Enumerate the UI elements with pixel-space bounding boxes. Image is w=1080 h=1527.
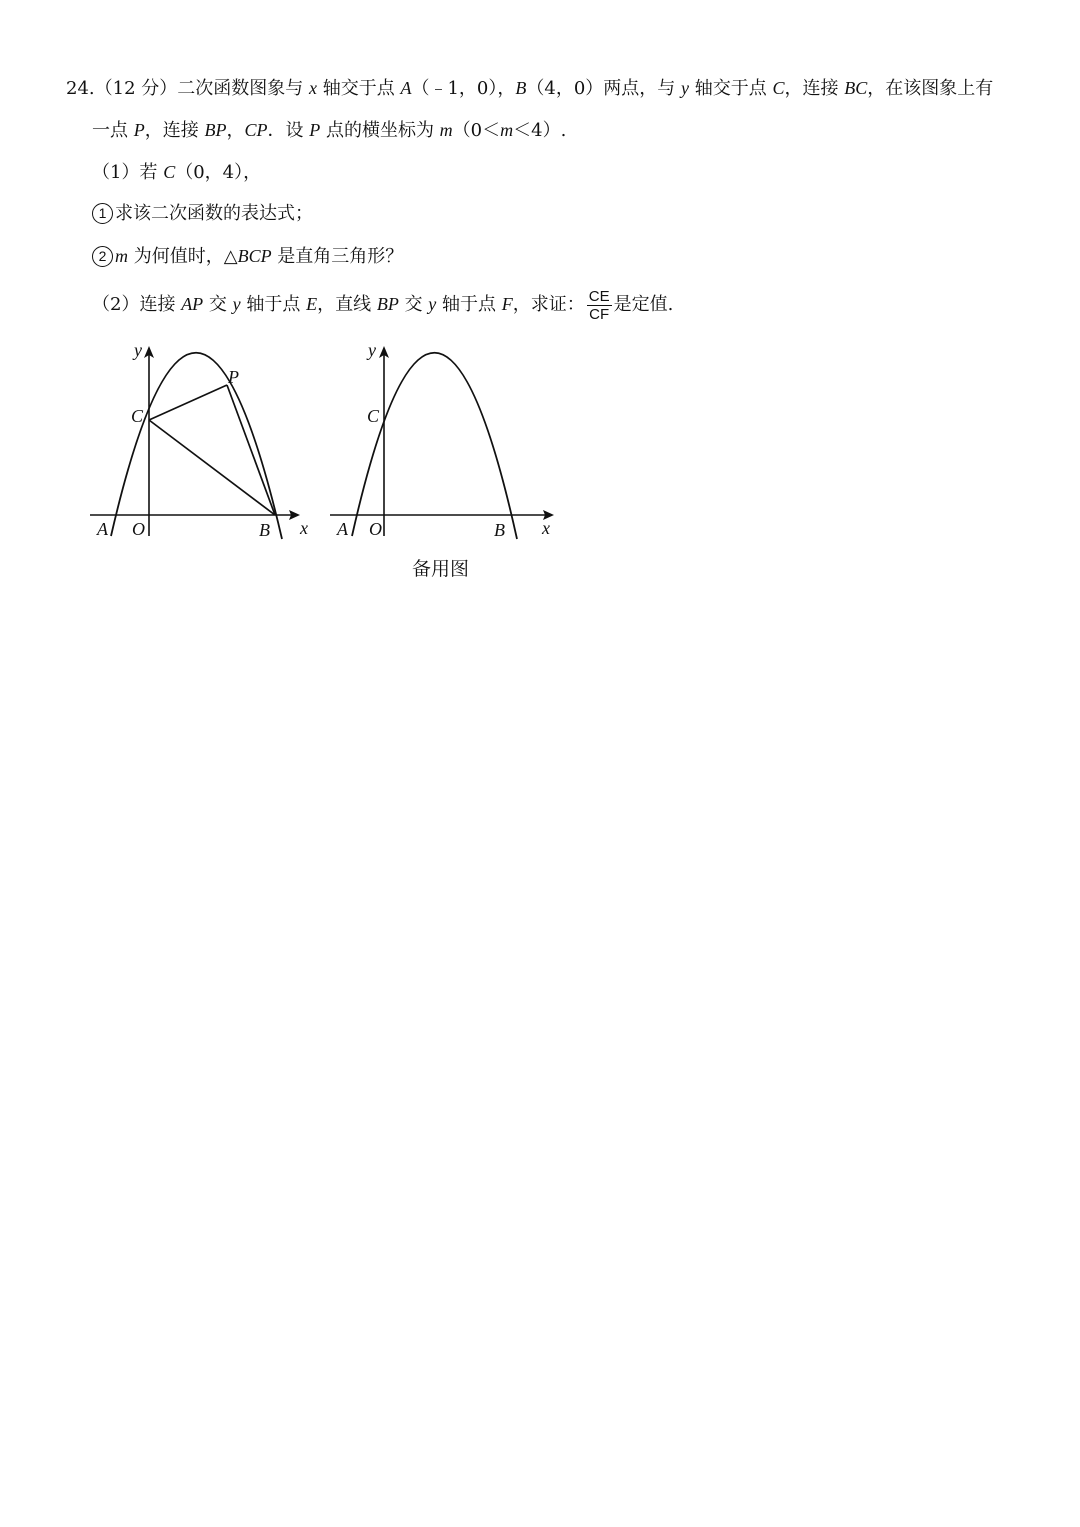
text: 二次函数图象与 xyxy=(177,78,310,99)
var-y: y xyxy=(428,294,437,314)
text: 点的横坐标为 xyxy=(320,120,440,141)
fraction-numerator: CE xyxy=(588,287,610,305)
text: （4，0）两点，与 xyxy=(526,78,682,99)
circled-number-1: 1 xyxy=(92,203,113,224)
parabola xyxy=(352,353,517,539)
text: ，直线 xyxy=(317,294,377,315)
text: （0，4）， xyxy=(175,162,262,183)
parabola xyxy=(111,353,282,539)
label-O: O xyxy=(369,519,382,539)
text: （1）若 xyxy=(92,162,164,183)
label-C: C xyxy=(367,406,380,426)
var-y: y xyxy=(681,78,690,98)
text: ＜4）. xyxy=(513,120,567,141)
text: ，求证： xyxy=(512,294,585,315)
point-C: C xyxy=(772,78,785,98)
sub-question-1 xyxy=(92,202,313,226)
problem-line-2 xyxy=(92,118,566,143)
segment-BP xyxy=(227,385,275,515)
var-y: y xyxy=(232,294,241,314)
text: （0＜ xyxy=(452,120,501,141)
label-O: O xyxy=(132,519,145,539)
label-C: C xyxy=(131,406,144,426)
segment-CP xyxy=(149,385,227,420)
text: 是定值. xyxy=(613,294,674,315)
segment-BP: BP xyxy=(204,120,227,140)
part-2 xyxy=(92,284,673,325)
text: ，在该图象上有 xyxy=(867,78,994,99)
text: ，连接 xyxy=(144,120,205,141)
text: ， xyxy=(226,120,245,141)
text: 是直角三角形？ xyxy=(271,246,404,267)
part-1-heading xyxy=(92,160,261,185)
problem-number: 24. xyxy=(66,78,95,99)
circled-number-2: 2 xyxy=(92,246,113,267)
label-x: x xyxy=(542,518,550,538)
figure-2 xyxy=(328,340,568,540)
line-BP: BP xyxy=(376,294,399,314)
point-P: P xyxy=(133,120,145,140)
text: 一点 xyxy=(92,120,134,141)
sub-question-2 xyxy=(92,244,403,269)
text: ．设 xyxy=(267,120,310,141)
label-P: P xyxy=(228,367,239,387)
label-x: x xyxy=(300,518,308,538)
text: 轴于点 xyxy=(436,294,502,315)
point-E: E xyxy=(306,294,318,314)
point-A: A xyxy=(400,78,412,98)
text: （﹣1，0）， xyxy=(411,78,516,99)
segment-CP: CP xyxy=(244,120,268,140)
text: 轴交于点 xyxy=(689,78,773,99)
text: 轴于点 xyxy=(240,294,307,315)
text: 交 xyxy=(398,294,429,315)
segment-BC: BC xyxy=(844,78,868,98)
label-A: A xyxy=(97,519,108,539)
text: 轴交于点 xyxy=(317,78,401,99)
label-B: B xyxy=(494,520,505,540)
point-P: P xyxy=(309,120,321,140)
problem-points: （12 分） xyxy=(94,78,178,99)
label-B: B xyxy=(259,520,270,540)
segment-AP: AP xyxy=(181,294,204,314)
text: 交 xyxy=(203,294,233,315)
triangle-BCP: BCP xyxy=(237,246,272,266)
fraction-denominator: CF xyxy=(589,305,610,323)
text: （2）连接 xyxy=(92,294,182,315)
text: 为何值时，△ xyxy=(128,246,238,267)
text: ，连接 xyxy=(784,78,845,99)
fraction-ce-over-cf xyxy=(587,288,612,323)
figure-1 xyxy=(88,340,328,540)
var-x: x xyxy=(309,78,318,98)
label-y: y xyxy=(134,340,142,360)
text: 求该二次函数的表达式； xyxy=(115,203,313,224)
figure-caption: 备用图 xyxy=(412,558,470,580)
var-m: m xyxy=(500,120,514,140)
problem-line-1 xyxy=(66,76,993,101)
point-C: C xyxy=(163,162,176,182)
point-F: F xyxy=(501,294,513,314)
segment-BC xyxy=(149,420,275,515)
label-y: y xyxy=(368,340,376,360)
var-m: m xyxy=(439,120,453,140)
label-A: A xyxy=(337,519,348,539)
var-m: m xyxy=(115,246,128,266)
point-B: B xyxy=(515,78,527,98)
